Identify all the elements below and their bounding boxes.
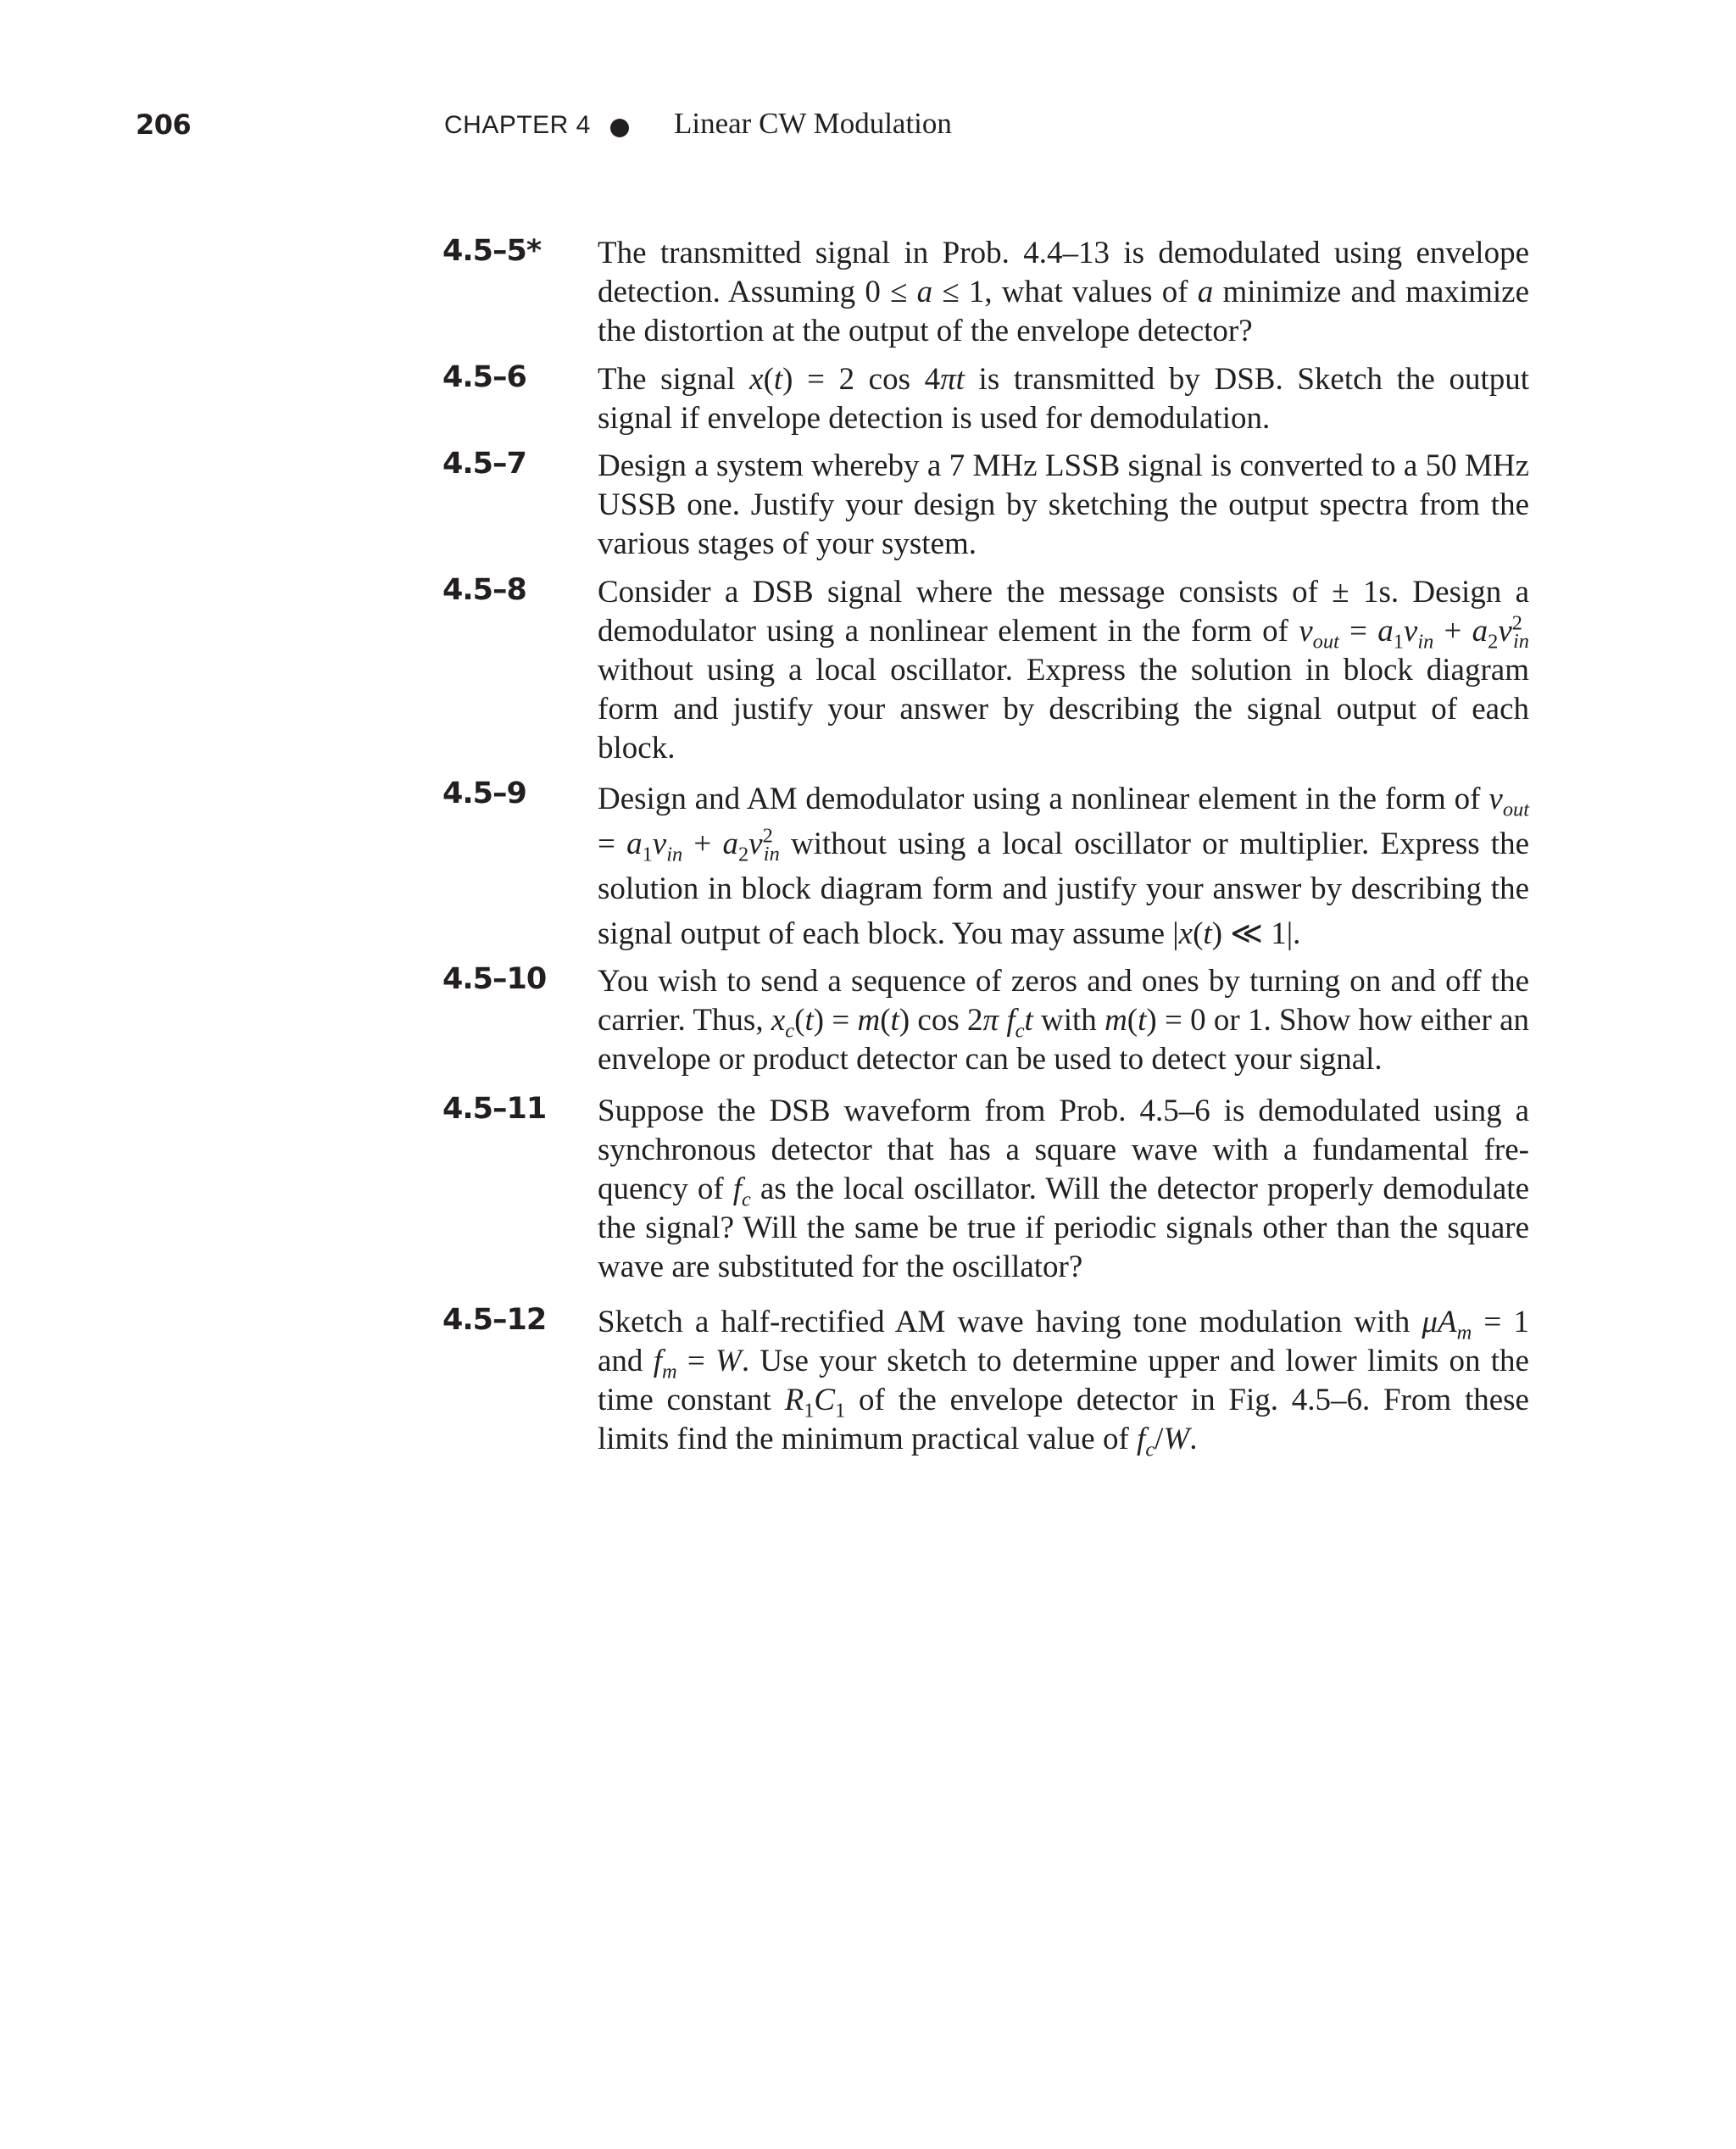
bullet-separator	[610, 119, 629, 137]
problem-text: Consider a DSB signal where the message consists of ± 1s. Design a demodulator using a nonlinear element in the form of $v_{out} = a_1v_{in} + a_2v^2_{in}$ without using a local oscillator. Express the solution in block diagram form and justify your answer by describing the signal output of each block.	[598, 575, 1529, 766]
problem-text: The transmitted signal in Prob. 4.4–13 is demodulated using envelope detection. Assuming 0 ≤ a ≤ 1, what values of a minimize and maximize the distortion at the output of the envelope detector?	[598, 236, 1529, 348]
problem-number: 4.5–9	[442, 777, 526, 810]
problem-text: You wish to send a sequence of zeros and ones by turning on and off the carrier. Thus, $x_c(t) = m(t)$ cos 2π $f_ct$ with m(t) = 0 or 1. Show how either an envelope or product detector can be used to detect your signal.	[598, 964, 1529, 1077]
problem-text: The signal x(t) = 2 cos 4πt is transmitted by DSB. Sketch the output signal if envelope detection is used for demodulation.	[598, 362, 1530, 436]
problem-number: 4.5–10	[442, 962, 547, 996]
page-number: 206	[136, 109, 192, 141]
chapter-label: CHAPTER 4	[444, 111, 591, 139]
problem-number: 4.5–8	[442, 573, 526, 607]
problem-text: Suppose the DSB waveform from Prob. 4.5–6 is demodulated using a synchronous detector that has a square wave with a fundamental frequency of $f_c$ as the local oscillator. Will the detector properly demodulate the signal? Will the same be true if periodic signals other than the square wave are substituted for the oscillator?	[598, 1094, 1530, 1284]
chapter-title: Linear CW Modulation	[674, 107, 952, 140]
problem-text: Sketch a half-rectified AM wave having tone modulation with $\mu A_m = 1$ and $f_m = W$. Use your sketch to determine upper and lower limits on the time constant $R_1C_1$ of the envelope detector in Fig. 4.5–6. From these limits find the minimum practical value of $f_c/W$.	[598, 1305, 1529, 1461]
problem-text: Design and AM demodulator using a nonlinear element in the form of $v_{out} = a_1v_{in} + a_2v^2_{in}$ without using a local oscillator or multiplier. Express the solution in block diagram form and justify your answer by describing the signal output of each block. You may assume |x(t) ≪ 1|.	[598, 782, 1530, 951]
problem-text: Design a system whereby a 7 MHz LSSB signal is converted to a 50 MHz USSB one. Justify your design by sketching the output spectra from the various stages of your system.	[598, 448, 1529, 561]
problem-number: 4.5–12	[442, 1303, 547, 1337]
problem-number: 4.5–5*	[442, 234, 542, 268]
problem-number: 4.5–11	[442, 1092, 547, 1126]
problem-number: 4.5–7	[442, 447, 526, 481]
problem-number: 4.5–6	[442, 360, 526, 394]
